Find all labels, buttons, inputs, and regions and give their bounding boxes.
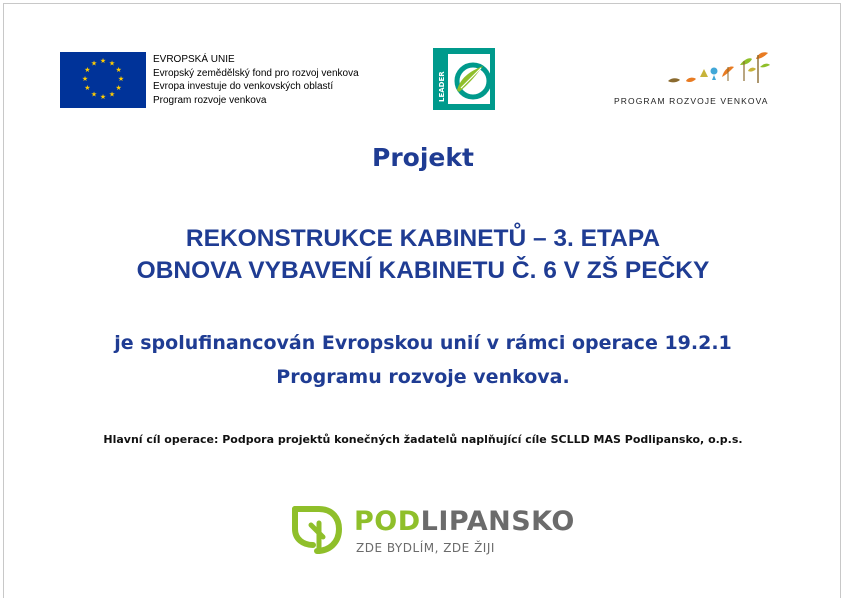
- svg-text:★: ★: [81, 75, 89, 83]
- eu-flag-logo: [60, 52, 146, 108]
- project-name-line: REKONSTRUKCE KABINETŮ – 3. ETAPA: [185, 225, 661, 252]
- eu-line: Program rozvoje venkova: [153, 94, 267, 106]
- operation-goal: Hlavní cíl operace: Podpora projektů konečných žadatelů naplňující cíle SCLLD MAS Podlipansko, o.p.s.: [103, 433, 743, 446]
- svg-text:★: ★: [99, 93, 107, 101]
- svg-text:★: ★: [115, 66, 122, 74]
- svg-text:★: ★: [108, 90, 116, 99]
- svg-text:★: ★: [90, 59, 98, 68]
- eu-line: EVROPSKÁ UNIE: [153, 54, 235, 65]
- svg-text:★: ★: [108, 59, 116, 68]
- cofinance-statement: [0, 326, 846, 394]
- cofinance-line: je spolufinancován Evropskou unií v rámci operace 19.2.1: [114, 332, 732, 354]
- svg-text:★: ★: [84, 66, 91, 74]
- project-name-line: OBNOVA VYBAVENÍ KABINETU Č. 6 V ZŠ PEČKY: [136, 257, 710, 284]
- prv-text: PROGRAM ROZVOJE VENKOVA: [614, 96, 769, 106]
- svg-text:★: ★: [99, 57, 107, 65]
- wordmark-part2: LIPANSKO: [420, 506, 575, 537]
- podlipansko-leaf-icon: [289, 503, 345, 555]
- cofinance-line: Programu rozvoje venkova.: [276, 366, 570, 388]
- prv-logo: [664, 47, 774, 91]
- eu-funding-text: [153, 53, 359, 107]
- svg-text:★: ★: [90, 90, 98, 99]
- leader-text: LEADER: [438, 71, 446, 102]
- podlipansko-wordmark: [354, 506, 575, 538]
- wordmark-part1: POD: [354, 506, 421, 537]
- podlipansko-slogan: ZDE BYDLÍM, ZDE ŽIJI: [356, 541, 495, 555]
- page-title: Projekt: [372, 143, 474, 172]
- eu-line: Evropský zemědělský fond pro rozvoj venkova: [153, 67, 359, 79]
- eu-line: Evropa investuje do venkovských oblastí: [153, 81, 334, 93]
- svg-text:★: ★: [115, 84, 122, 92]
- svg-text:★: ★: [117, 75, 125, 83]
- project-name: [0, 223, 846, 287]
- leader-logo: [433, 48, 495, 110]
- svg-text:★: ★: [84, 84, 91, 92]
